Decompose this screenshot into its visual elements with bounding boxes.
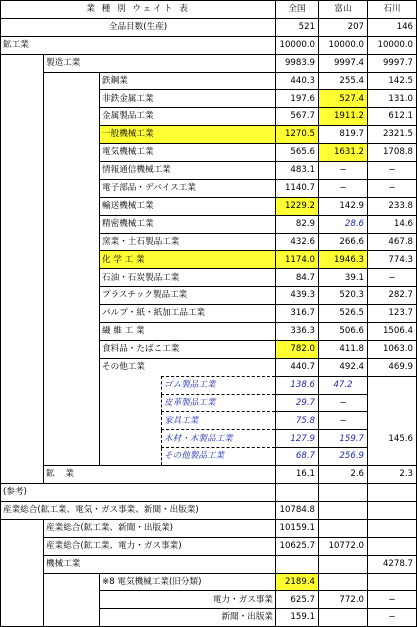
cell-value: −	[368, 179, 417, 197]
indent-cell	[1, 305, 44, 323]
indent-cell	[1, 179, 44, 197]
indent-cell	[1, 376, 44, 394]
row-label-italic: その他製品工業	[162, 448, 276, 466]
table-row-sub	[1, 394, 417, 412]
row-label: その他工業	[100, 358, 276, 376]
cell-value: −	[319, 179, 368, 197]
row-label: 産業総合(鉱工業、電気・ガス事業、新聞・出版業)	[1, 501, 276, 519]
indent-cell	[1, 340, 44, 358]
cell-value: 142.5	[368, 72, 417, 90]
cell-value: 520.3	[319, 287, 368, 305]
indent-cell	[1, 108, 44, 126]
header-row	[1, 1, 417, 19]
row-label-italic: 皮革製品工業	[162, 394, 276, 412]
indent-cell	[1, 251, 44, 269]
cell-value: 440.3	[276, 72, 319, 90]
cell-value: 483.1	[276, 162, 319, 180]
row-label-highlight: 化 学 工 業	[100, 251, 276, 269]
cell-value: 567.7	[276, 108, 319, 126]
indent-cell	[44, 376, 100, 394]
indent-cell	[44, 179, 100, 197]
row-label-italic: 家具工業	[162, 412, 276, 430]
cell-value: 10625.7	[276, 537, 319, 555]
cell-value-highlight: 1946.3	[319, 251, 368, 269]
indent-cell	[1, 537, 44, 555]
cell-value	[319, 519, 368, 537]
indent-cell	[44, 251, 100, 269]
indent-cell	[1, 430, 44, 448]
table-row	[1, 144, 417, 162]
table-row-sub	[1, 412, 417, 430]
indent-cell	[44, 573, 100, 591]
cell-value: 492.4	[319, 358, 368, 376]
cell-value: 819.7	[319, 126, 368, 144]
row-label-italic: 木材・木製品工業	[162, 430, 276, 448]
cell-value: 145.6	[368, 430, 417, 448]
col-header-zenkoku: 全国	[276, 1, 319, 19]
cell-value	[368, 394, 417, 412]
table-row-sub	[1, 448, 417, 466]
indent-cell	[1, 144, 44, 162]
cell-value: 336.3	[276, 323, 319, 341]
cell-value: −	[368, 269, 417, 287]
indent-cell	[1, 448, 44, 466]
indent-cell	[44, 162, 100, 180]
cell-value: 9997.4	[319, 54, 368, 72]
cell-value-highlight: 782.0	[276, 340, 319, 358]
cell-value: 1140.7	[276, 179, 319, 197]
cell-value	[368, 448, 417, 466]
cell-value: 282.7	[368, 287, 417, 305]
row-label: 食料品・たばこ工業	[100, 340, 276, 358]
cell-value: 266.6	[319, 233, 368, 251]
table-row	[1, 340, 417, 358]
cell-value-italic: 127.9	[276, 430, 319, 448]
cell-value-italic: 29.7	[276, 394, 319, 412]
row-label-italic: ゴム製品工業	[162, 376, 276, 394]
indent-cell	[1, 609, 44, 627]
indent-cell	[100, 448, 162, 466]
indent-cell	[1, 591, 44, 609]
indent-cell	[100, 430, 162, 448]
table-row	[1, 215, 417, 233]
cell-value	[368, 537, 417, 555]
row-label: 金属製品工業	[100, 108, 276, 126]
table-row	[1, 323, 417, 341]
cell-value-italic: 256.9	[319, 448, 368, 466]
row-label: 製造工業	[44, 54, 276, 72]
cell-value: 10784.8	[276, 501, 319, 519]
row-label: 繊 維 工 業	[100, 323, 276, 341]
row-label: 鉱 業	[44, 466, 276, 484]
row-label: 鉱工業	[1, 36, 276, 54]
cell-value-highlight: 527.4	[319, 90, 368, 108]
row-label: 窯業・土石製品工業	[100, 233, 276, 251]
indent-cell	[44, 358, 100, 376]
cell-value: 467.8	[368, 233, 417, 251]
table-row	[1, 251, 417, 269]
row-label: 精密機械工業	[100, 215, 276, 233]
cell-value-italic: 75.8	[276, 412, 319, 430]
cell-value: 411.8	[319, 340, 368, 358]
indent-cell	[1, 197, 44, 215]
indent-cell	[44, 305, 100, 323]
cell-value: 39.1	[319, 269, 368, 287]
cell-value	[319, 484, 368, 502]
cell-value: 1063.0	[368, 340, 417, 358]
cell-value	[368, 573, 417, 591]
cell-value: 625.7	[276, 591, 319, 609]
indent-cell	[1, 126, 44, 144]
cell-value-highlight: 1631.2	[319, 144, 368, 162]
row-label: 鉄鋼業	[100, 72, 276, 90]
indent-cell	[44, 430, 100, 448]
cell-value: 774.3	[368, 251, 417, 269]
table-row	[1, 233, 417, 251]
all-items-row	[1, 18, 417, 36]
cell-value: 10000.0	[276, 36, 319, 54]
indent-cell	[44, 287, 100, 305]
indent-cell	[44, 197, 100, 215]
row-label: 非鉄金属工業	[100, 90, 276, 108]
cell-value	[319, 609, 368, 627]
indent-cell	[1, 215, 44, 233]
indent-cell	[44, 144, 100, 162]
table-row	[1, 162, 417, 180]
cell-value: 526.5	[319, 305, 368, 323]
indent-cell	[1, 394, 44, 412]
table-row	[1, 287, 417, 305]
indent-cell	[44, 394, 100, 412]
indent-cell	[44, 591, 100, 609]
cell-value	[368, 412, 417, 430]
cell-value: −	[368, 609, 417, 627]
reference-row	[1, 555, 417, 573]
table-row	[1, 108, 417, 126]
reference-header-row	[1, 484, 417, 502]
cell-value: −	[319, 412, 368, 430]
reference-row	[1, 537, 417, 555]
table-row	[1, 466, 417, 484]
indent-cell	[44, 215, 100, 233]
cell-value: 316.7	[276, 305, 319, 323]
row-label-highlight: 一般機械工業	[100, 126, 276, 144]
row-label: 産業総合(鉱工業、電力・ガス事業)	[44, 537, 276, 555]
cell-value: 255.4	[319, 72, 368, 90]
table-row	[1, 90, 417, 108]
cell-value	[368, 519, 417, 537]
indent-cell	[1, 519, 44, 537]
indent-cell	[1, 412, 44, 430]
indent-cell	[1, 90, 44, 108]
cell-value: −	[319, 162, 368, 180]
indent-cell	[100, 376, 162, 394]
cell-value: 84.7	[276, 269, 319, 287]
indent-cell	[1, 466, 44, 484]
indent-cell	[1, 269, 44, 287]
cell-value: 233.8	[368, 197, 417, 215]
cell-value-highlight: 1270.5	[276, 126, 319, 144]
row-label: 産業総合(鉱工業、新聞・出版業)	[44, 519, 276, 537]
reference-label: (参考)	[1, 484, 276, 502]
cell-value: 440.7	[276, 358, 319, 376]
cell-value: 159.1	[276, 609, 319, 627]
row-label: 情報通信機械工業	[100, 162, 276, 180]
table-row	[1, 54, 417, 72]
cell-value: 469.9	[368, 358, 417, 376]
all-items-label: 全品目数(生産)	[1, 18, 276, 36]
table-row	[1, 126, 417, 144]
row-label: 機械工業	[44, 555, 276, 573]
cell-value: 2.6	[319, 466, 368, 484]
row-label: ※8 電気機械工業(旧分類)	[100, 573, 276, 591]
cell-value: 142.9	[319, 197, 368, 215]
cell-value-italic: 159.7	[319, 430, 368, 448]
cell-value-italic: 28.6	[319, 215, 368, 233]
indent-cell	[1, 72, 44, 90]
cell-value: 506.6	[319, 323, 368, 341]
col-header-ishikawa: 石川	[368, 1, 417, 19]
table-row-sub	[1, 376, 417, 394]
indent-cell	[1, 54, 44, 72]
indent-cell	[44, 323, 100, 341]
cell-value: 82.9	[276, 215, 319, 233]
reference-row	[1, 501, 417, 519]
cell-value: 2321.5	[368, 126, 417, 144]
cell-value: 16.1	[276, 466, 319, 484]
cell-value: 10000.0	[368, 36, 417, 54]
cell-value-highlight: 1174.0	[276, 251, 319, 269]
cell-value: 2.3	[368, 466, 417, 484]
cell-value: 9983.9	[276, 54, 319, 72]
cell-value-italic: 138.6	[276, 376, 319, 394]
row-label: 電力・ガス事業	[100, 591, 276, 609]
cell-value: 10772.0	[319, 537, 368, 555]
cell-value: −	[368, 591, 417, 609]
cell-value: −	[368, 162, 417, 180]
indent-cell	[44, 340, 100, 358]
cell-value: 10159.1	[276, 519, 319, 537]
table-row	[1, 358, 417, 376]
indent-cell	[1, 162, 44, 180]
row-label: 輸送機械工業	[100, 197, 276, 215]
cell-value-italic: 68.7	[276, 448, 319, 466]
indent-cell	[1, 233, 44, 251]
cell-value: 521	[276, 18, 319, 36]
table-row	[1, 305, 417, 323]
indent-cell	[44, 412, 100, 430]
cell-value: −	[319, 394, 368, 412]
table-row	[1, 36, 417, 54]
cell-value: 14.6	[368, 215, 417, 233]
cell-value: 439.3	[276, 287, 319, 305]
indent-cell	[1, 358, 44, 376]
cell-value	[368, 501, 417, 519]
indent-cell	[1, 287, 44, 305]
cell-value: 123.7	[368, 305, 417, 323]
indent-cell	[44, 448, 100, 466]
cell-value	[319, 501, 368, 519]
cell-value-highlight: 1229.2	[276, 197, 319, 215]
indent-cell	[100, 394, 162, 412]
indent-cell	[44, 609, 100, 627]
reference-row	[1, 591, 417, 609]
cell-value	[276, 555, 319, 573]
indent-cell	[1, 573, 44, 591]
cell-value: 197.6	[276, 90, 319, 108]
cell-value: 4278.7	[368, 555, 417, 573]
cell-value-italic: 47.2	[319, 376, 368, 394]
cell-value: 131.0	[368, 90, 417, 108]
cell-value: 565.6	[276, 144, 319, 162]
row-label: 新聞・出版業	[100, 609, 276, 627]
cell-value: 10000.0	[319, 36, 368, 54]
table-row-sub	[1, 430, 417, 448]
cell-value: 772.0	[319, 591, 368, 609]
cell-value: 1708.8	[368, 144, 417, 162]
table-title: 業 種 別 ウェイト 表	[1, 1, 276, 19]
row-label: 石油・石炭製品工業	[100, 269, 276, 287]
cell-value: 432.6	[276, 233, 319, 251]
row-label: パルプ・紙・紙加工品工業	[100, 305, 276, 323]
indent-cell	[44, 126, 100, 144]
table-row	[1, 179, 417, 197]
indent-cell	[44, 72, 100, 90]
cell-value	[276, 484, 319, 502]
table-row	[1, 72, 417, 90]
row-label: 電子部品・デバイス工業	[100, 179, 276, 197]
cell-value: 146	[368, 18, 417, 36]
cell-value	[319, 573, 368, 591]
indent-cell	[100, 412, 162, 430]
indent-cell	[44, 90, 100, 108]
indent-cell	[44, 233, 100, 251]
cell-value: 207	[319, 18, 368, 36]
table-row	[1, 197, 417, 215]
cell-value-highlight: 1911.2	[319, 108, 368, 126]
cell-value: 9997.7	[368, 54, 417, 72]
row-label: プラスチック製品工業	[100, 287, 276, 305]
row-label: 電気機械工業	[100, 144, 276, 162]
indent-cell	[1, 323, 44, 341]
reference-row	[1, 519, 417, 537]
reference-row	[1, 573, 417, 591]
cell-value	[368, 376, 417, 394]
col-header-toyama: 富山	[319, 1, 368, 19]
cell-value	[319, 555, 368, 573]
indent-cell	[44, 108, 100, 126]
cell-value: 1506.4	[368, 323, 417, 341]
indent-cell	[44, 269, 100, 287]
indent-cell	[1, 555, 44, 573]
cell-value	[368, 484, 417, 502]
reference-row	[1, 609, 417, 627]
table-row	[1, 269, 417, 287]
cell-value-highlight: 2189.4	[276, 573, 319, 591]
cell-value: 612.1	[368, 108, 417, 126]
